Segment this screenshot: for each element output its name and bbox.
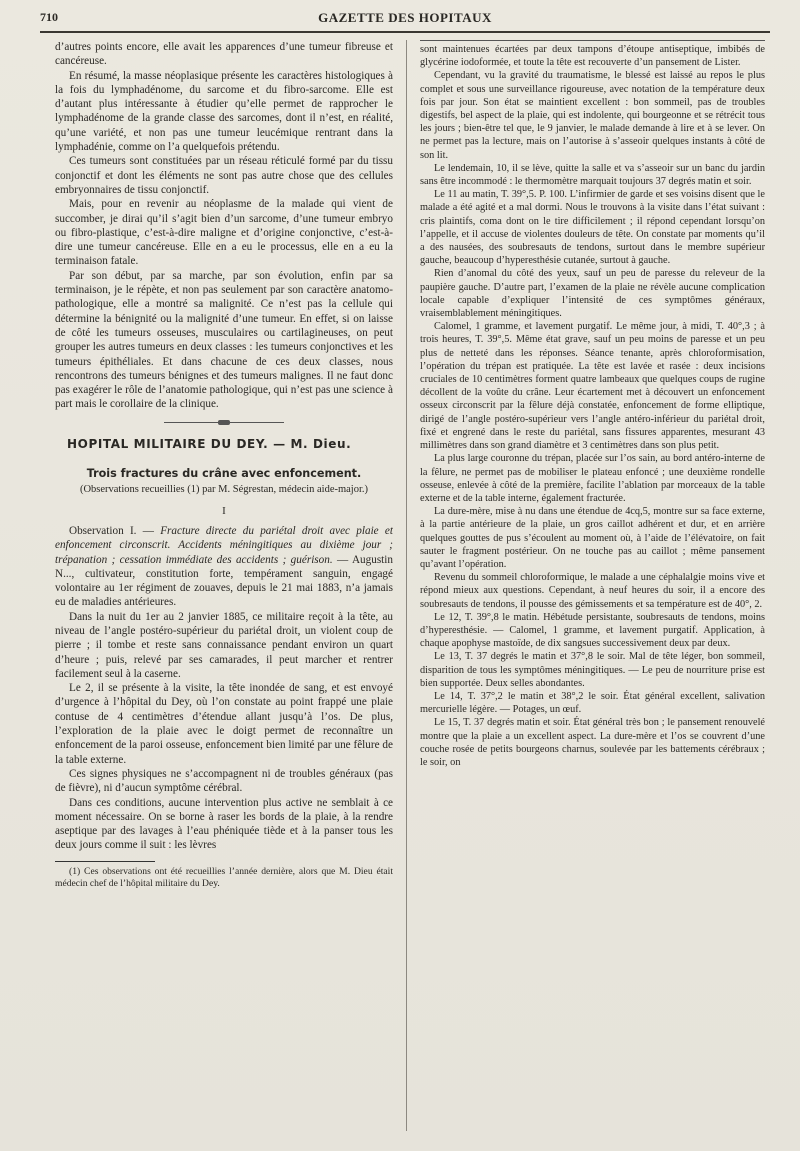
left-paragraph-5: Par son début, par sa marche, par son évolution, enfin par sa terminaison, je le répète, et non pas seulement par son caractère anatomo-pathologique, elle a montré sa malignité. Ce n’est pas la cellule qui détermine la bénignité ou la malignité d’une tumeur. En effet, si on laisse de côté les tumeurs osseuses, musculaires ou cartilagineuses, on peut grouper les autres tumeurs en deux classes : les tumeurs conjonctives et les tumeurs épithéliales. Et dans chacune de ces deux classes, nous rencontrons des tumeurs bénignes et des tumeurs malignes. Il ne faut donc pas exagérer le rôle de l’anatomie pathologique, qui n’est pas une science à part mais le corollaire de la clinique. xyxy=(55,269,393,411)
left-paragraph-9: Dans ces conditions, aucune intervention plus active ne semblait à ce moment nécessaire. On se borne à raser les bords de la plaie, à la rendre aseptique par des lavages à l’eau phéniquée tiède et à la panser tous les deux jours comme il suit : les lèvres xyxy=(55,796,393,852)
observation-number: I xyxy=(222,504,226,517)
right-paragraph-13: Le 15, T. 37 degrés matin et soir. État général très bon ; le pansement renouvelé montre que la plaie a un excellent aspect. La dure-mère et l’os se couvrent d’une couche rosée de petits bourgeons charnus, soulevée par les battements cérébraux ; le soir, on xyxy=(420,717,765,768)
right-paragraph-12: Le 14, T. 37°,2 le matin et 38°,2 le soir. État général excellent, salivation mercurielle légère. — Potages, un œuf. xyxy=(420,690,765,716)
right-paragraph-1: sont maintenues écartées par deux tampons d’étoupe antiseptique, imbibés de glycérine iodoformée, et toute la tête est recouverte d’un pansement de Lister. xyxy=(420,44,765,69)
right-paragraph-6: Calomel, 1 gramme, et lavement purgatif. Le même jour, à midi, T. 40°,3 ; à trois heures, T. 39°,5. Même état grave, sauf un peu moins de paresse et un peu plus de netteté dans les réponses. Séance tenante, après chloroformisation, l’opération du trépan est pratiquée. La tête est lavée et rasée : deux incisions cruciales de 10 centimètres forment quatre lambeaux que quelques coups de rugine décollent de la voûte du crâne. Leur écartement met à découvert un enfoncement osseux circonscrit par la fêlure déjà constatée, enfoncement de forme elliptique, dirigé de l’angle postéro-supérieur vers l’angle antéro-inférieur du pariétal droit, fixé et engrené dans le reste du pariétal, sans fissures apparentes, mesurant 43 millimètres dans son grand diamètre et 3 centimètres dans son plus petit. xyxy=(420,321,765,452)
left-paragraph-1: d’autres points encore, elle avait les apparences d’une tumeur fibreuse et cancéreuse. xyxy=(55,41,393,68)
left-paragraph-6: Dans la nuit du 1er au 2 janvier 1885, ce militaire reçoit à la tête, au niveau de l’angle postéro-supérieur du pariétal droit, un violent coup de pierre ; il tombe et reste sans connaissance pendant environ un quart d’heure ; puis, relevé par ses camarades, il peut marcher et rentrer facilement seul à la caserne. xyxy=(55,610,393,680)
running-title: GAZETTE DES HOPITAUX xyxy=(318,10,492,25)
header-rule xyxy=(40,31,770,33)
article-title: Trois fractures du crâne avec enfoncement. xyxy=(86,467,362,481)
page-number: 710 xyxy=(40,10,58,24)
observation-title: Fracture directe du pariétal droit avec plaie et enfoncement circonscrit. Accidents méningitiques au dixième jour ; trépanation ; cessation immédiate des accidents ; guérison. xyxy=(55,524,393,566)
footnote-rule xyxy=(55,861,155,862)
right-column xyxy=(420,40,765,1131)
section-heading: HOPITAL MILITAIRE DU DEY. — M. Dieu. xyxy=(67,436,352,451)
left-column xyxy=(55,40,393,1131)
left-paragraph-8: Ces signes physiques ne s’accompagnent ni de troubles généraux (pas de fièvre), ni d’aucun symptôme cérébral. xyxy=(55,767,393,795)
page-header xyxy=(40,10,770,32)
section-separator xyxy=(164,422,284,423)
left-paragraph-7: Le 2, il se présente à la visite, la tête inondée de sang, et est envoyé d’urgence à l’hôpital du Dey, où l’on constate au point frappé une plaie contuse de 4 centimètres d’étendue allant jusqu’à l’os. De plus, l’exploration de la plaie avec le doigt permet de reconnaître un enfoncement de la paroi osseuse, enfoncement bien limité par une fêlure de la table externe. xyxy=(55,682,393,766)
left-paragraph-4: Mais, pour en revenir au néoplasme de la malade qui vient de succomber, je dirai qu’il s’agit bien d’un sarcome, d’une tumeur embryo ou fibro-plastique, c’est-à-dire maligne et d’origine conjonctive, c’est-à-dire une tumeur cancéreuse. Elle en a eu le processus, elle en a eu la terminaison fatale. xyxy=(55,198,393,268)
right-top-rule xyxy=(420,40,765,41)
right-paragraph-10: Le 12, T. 39°,8 le matin. Hébétude persistante, soubresauts de tendons, moins d’hyperesthésie. — Calomel, 1 gramme, et lavement purgatif. Application, à chaque apophyse mastoïde, de dix sangsues successivement deux par deux. xyxy=(420,611,765,650)
observation-paragraph xyxy=(55,524,393,610)
right-paragraph-11: Le 13, T. 37 degrés le matin et 37°,8 le soir. Mal de tête léger, bon sommeil, disparition de tous les symptômes méningitiques. — Le peu de nourriture prise est bien supportée. Deux selles abondantes. xyxy=(420,651,765,689)
left-paragraph-2: En résumé, la masse néoplasique présente les caractères histologiques à la fois du lymphadénome, du sarcome et du fibro-sarcome. Elle est d’autant plus intéressante à étudier qu’elle permet de rapprocher le lymphadénome de la grande classe des sarcomes, dont il n’est, en réalité, qu’une variété, et non pas une tumeur leucémique rentrant dans la lymphadénie, comme on l’a quelquefois prétendu. xyxy=(55,69,393,154)
right-paragraph-5: Rien d’anomal du côté des yeux, sauf un peu de paresse du releveur de la paupière gauche. D’autre part, l’examen de la plaie ne révèle aucune complication locale capable d’expliquer l’intensité de ces symptômes généraux, vraisemblablement méningitiques. xyxy=(420,268,765,320)
left-paragraph-3: Ces tumeurs sont constituées par un réseau réticulé formé par du tissu conjonctif et dont les éléments ne sont pas autre chose que des cellules embryonnaires de tissu conjonctif. xyxy=(55,155,393,196)
article-byline: (Observations recueillies (1) par M. Ségrestan, médecin aide-major.) xyxy=(79,484,369,496)
right-paragraph-9: Revenu du sommeil chloroformique, le malade a une céphalalgie moins vive et répond mieux aux questions. Cependant, à neuf heures du soir, il a encore des soubresauts de tendons, il pousse des gémissements et sa température est de 40°, 2. xyxy=(420,572,765,610)
footnote: (1) Ces observations ont été recueillies l’année dernière, alors que M. Dieu était médecin chef de l’hôpital militaire du Dey. xyxy=(55,865,393,889)
right-paragraph-4: Le 11 au matin, T. 39°,5. P. 100. L’infirmier de garde et ses voisins disent que le malade a été agité et a mal dormi. Nous le trouvons à la visite dans l’état suivant : cris plaintifs, coma dont on le tire difficilement ; il répond cependant lorsqu’on l’appelle, et il accuse de violentes douleurs de tête. On constate par moments qu’il a des nausées, des soubresauts de tendons, surtout dans le membre supérieur gauche, beaucoup d’hyperesthésie cutanée, surtout à gauche. xyxy=(420,189,765,267)
right-paragraph-7: La plus large couronne du trépan, placée sur l’os sain, au bord antéro-interne de la fêlure, ne permet pas de mobiliser le plateau enfoncé ; une deuxième rondelle osseuse, enlevée à côté de la première, facilite l’ablation par morceaux de la table externe et de la table interne, également fracturée. xyxy=(420,453,765,504)
right-paragraph-8: La dure-mère, mise à nu dans une étendue de 4cq,5, montre sur sa face externe, à la partie antérieure de la plaie, un gros caillot adhérent et dur, et en arrière quelques gouttes de pus s’écoulent au moment où, à l’aide de l’élévatoire, on fait sauter le fragment postérieur. On ne touche pas au caillot ; même pansement qu’avant l’opération. xyxy=(420,506,765,570)
column-divider xyxy=(406,40,407,1131)
observation-text: — Augustin N..., cultivateur, constitution forte, tempérament sanguin, engagé volontaire au 1er régiment de zouaves, depuis le 21 mai 1883, n’a jamais eu de maladies antérieures. xyxy=(55,553,393,609)
right-paragraph-2: Cependant, vu la gravité du traumatisme, le blessé est laissé au repos le plus complet et sous une surveillance rigoureuse, avec notation de la température deux fois par jour. Son état se maintient excellent : bon sommeil, pas de troubles digestifs, bel aspect de la plaie, qui est indolente, qui bourgeonne et se rétrécit tous les jours ; bien-être tel que, le 9 janvier, le malade demande à lire et à se lever. On ne permet pas la lecture, mais on l’autorise à s’asseoir quelques instants à côté de son lit. xyxy=(420,70,765,161)
right-paragraph-3: Le lendemain, 10, il se lève, quitte la salle et va s’asseoir sur un banc du jardin sans être incommodé : le thermomètre marquait toujours 37 degrés matin et soir. xyxy=(420,162,765,188)
observation-label: Observation I. — xyxy=(69,524,154,537)
